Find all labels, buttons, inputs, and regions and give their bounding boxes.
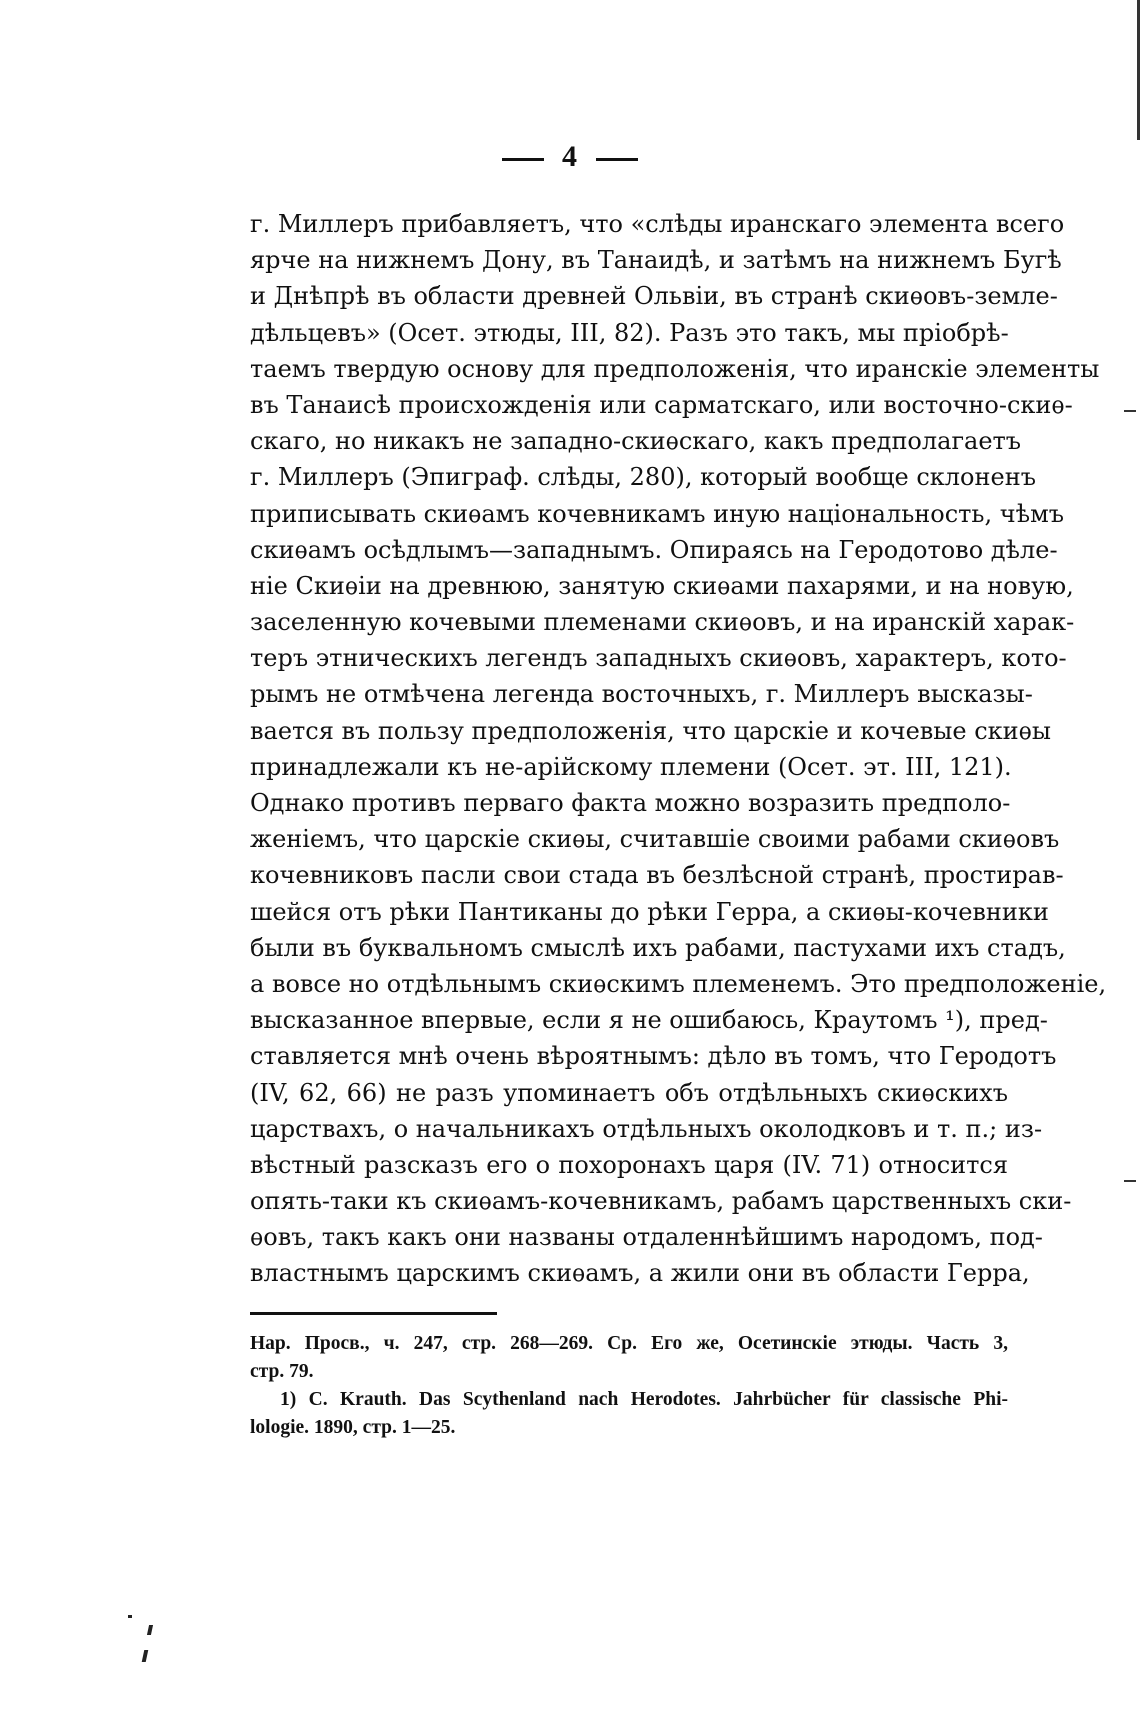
text-line: шейся отъ рѣки Пантиканы до рѣки Герра, а скиѳы-кочевники [250, 897, 1049, 926]
text-line: царствахъ, о начальникахъ отдѣльныхъ околодковъ и т. п.; из- [250, 1114, 1043, 1143]
text-line: были въ буквальномъ смыслѣ ихъ рабами, пастухами ихъ стадъ, [250, 933, 1066, 962]
text-line: высказанное впервые, если я не ошибаюсь, Краутомъ ¹), пред- [250, 1006, 1048, 1035]
footnote-line: lologie. 1890, стр. 1—25. [250, 1417, 456, 1438]
footnote-rule [250, 1312, 497, 1315]
text-line: а вовсе но отдѣльнымъ скиѳскимъ племенемъ. Это предположенiе, [250, 969, 1107, 998]
text-line: ставляется мнѣ очень вѣроятнымъ: дѣло въ томъ, что Геродотъ [250, 1042, 1057, 1071]
text-line: скиѳамъ осѣдлымъ—западнымъ. Опираясь на Геродотово дѣле- [250, 535, 1058, 564]
scan-speck [142, 1650, 149, 1662]
scan-margin-tick [1124, 410, 1136, 412]
scan-speck [147, 1625, 153, 1635]
text-line: властнымъ царскимъ скиѳамъ, а жили они въ области Герра, [250, 1259, 1030, 1288]
text-line: Однако противъ перваго факта можно возразить предполо- [250, 789, 1011, 817]
text-line: нiе Скиѳiи на древнюю, занятую скиѳами пахарями, и на новую, [250, 571, 1074, 600]
header-dash-left [502, 158, 544, 161]
scan-speck [128, 1615, 132, 1618]
main-text [250, 206, 1107, 1292]
footnote-line: 1) C. Krauth. Das Scythenland nach Herodotes. Jahrbücher für classische Phi- [280, 1389, 1008, 1410]
text-line: дѣльцевъ» (Осет. этюды, III, 82). Разъ это такъ, мы прiобрѣ- [250, 318, 1009, 347]
text-line: и Днѣпрѣ въ области древней Ольвiи, въ странѣ скиѳовъ-земле- [250, 282, 1058, 311]
footnote-line: Нар. Просв., ч. 247, стр. 268—269. Ср. Его же, Осетинскiе этюды. Часть 3, [250, 1333, 1008, 1354]
scan-margin-tick [1124, 1180, 1136, 1182]
text-line: теръ этническихъ легендъ западныхъ скиѳовъ, характеръ, кото- [250, 644, 1067, 673]
text-line: въ Танаисѣ происхожденiя или сарматскаго, или восточно-скиѳ- [250, 390, 1073, 419]
text-line: (IV, 62, 66) не разъ упоминаетъ объ отдѣльныхъ скиѳскихъ [250, 1078, 1008, 1107]
header-dash-right [596, 158, 638, 161]
page-number-header [0, 140, 1140, 174]
text-line: ѳовъ, такъ какъ они названы отдаленнѣйшимъ народомъ, под- [250, 1223, 1043, 1252]
text-line: приписывать скиѳамъ кочевникамъ иную нацiональность, чѣмъ [250, 499, 1065, 528]
text-line: ярче на нижнемъ Дону, въ Танаидѣ, и затѣмъ на нижнемъ Бугѣ [250, 246, 1062, 275]
text-line: г. Миллеръ прибавляетъ, что «слѣды иранскаго элемента всего [250, 210, 1065, 238]
footnotes [250, 1330, 1008, 1442]
text-line: вается въ пользу предположенiя, что царскiе и кочевые скиѳы [250, 716, 1052, 745]
text-line: скаго, но никакъ не западно-скиѳскаго, какъ предполагаетъ [250, 427, 1022, 456]
text-line: таемъ твердую основу для предположенiя, что иранскiе элементы [250, 354, 1100, 383]
text-line: кочевниковъ пасли свои стада въ безлѣсной странѣ, простирав- [250, 861, 1064, 890]
text-line: женiемъ, что царскiе скиѳы, считавшiе своими рабами скиѳовъ [250, 825, 1060, 854]
text-line: опять-таки къ скиѳамъ-кочевникамъ, рабамъ царственныхъ ски- [250, 1187, 1072, 1216]
text-line: вѣстный разсказъ его о похоронахъ царя (IV. 71) относится [250, 1150, 1008, 1179]
page-number: 4 [562, 140, 578, 173]
text-line: принадлежали къ не-арiйскому племени (Осет. эт. III, 121). [250, 752, 1012, 781]
footnote-line: стр. 79. [250, 1361, 314, 1382]
text-line: заселенную кочевыми племенами скиѳовъ, и на иранскiй харак- [250, 608, 1075, 637]
text-line: рымъ не отмѣчена легенда восточныхъ, г. Миллеръ высказы- [250, 680, 1033, 709]
text-line: г. Миллеръ (Эпиграф. слѣды, 280), который вообще склоненъ [250, 463, 1036, 492]
